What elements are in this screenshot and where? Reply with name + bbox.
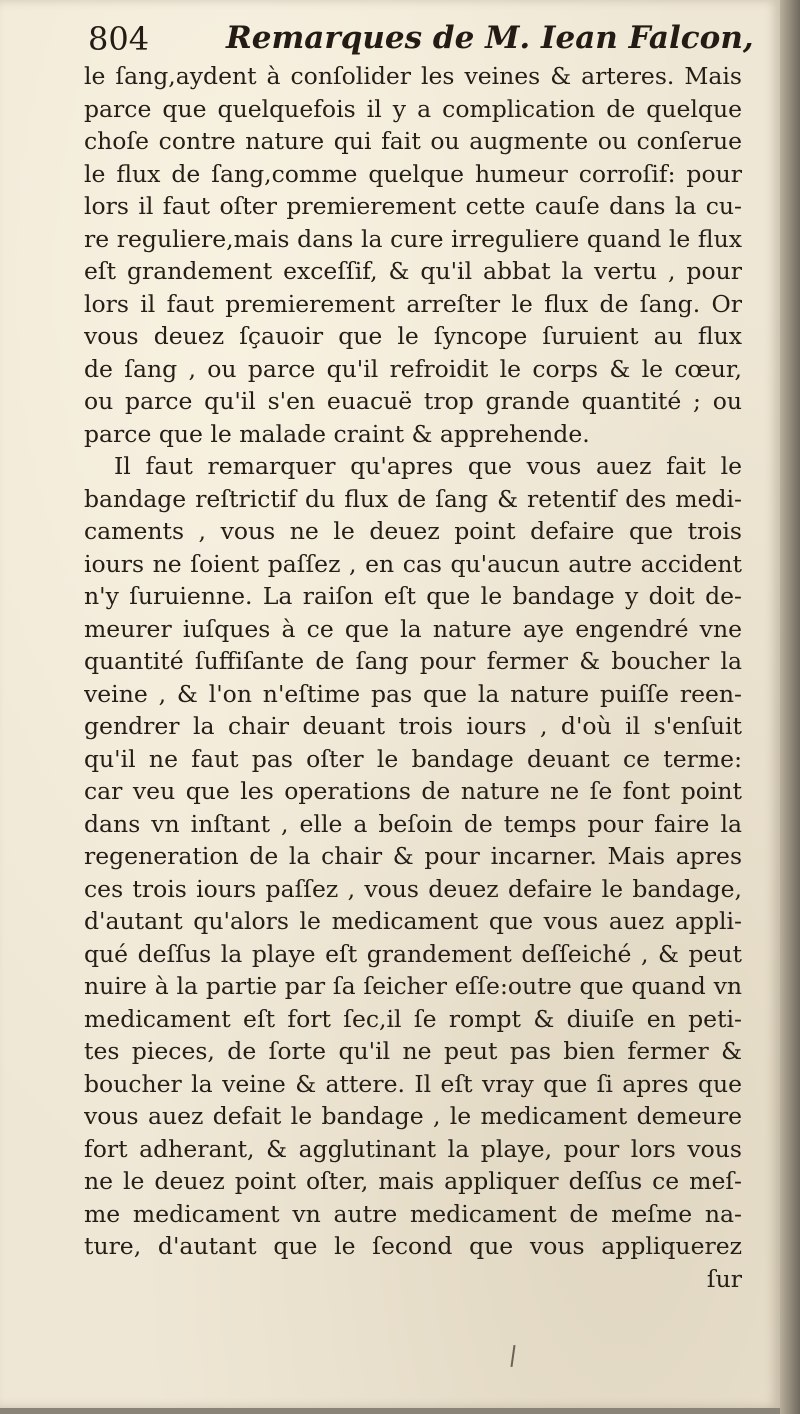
text-line: eſt grandement exceſſif, & qu'il abbat la vertu , pour [84, 257, 742, 285]
text-line: parce que quelquefois il y a complication de quelque [84, 94, 742, 123]
text-line: iours ne ſoient paſſez , en cas qu'aucun autre accident [84, 549, 742, 578]
text-line: nuire à la partie par ſa ſeicher eſſe:outre que quand vn [84, 972, 742, 1000]
text-line: fort adherant, & agglutinant la playe, pour lors vous [84, 1134, 742, 1163]
text-line: qu'il ne faut pas oſter le bandage deuant ce terme: [84, 744, 742, 773]
text-line: le ſang,aydent à conſolider les veines & arteres. Mais [84, 62, 742, 90]
text-line: gendrer la chair deuant trois iours , d'où il s'enſuit [84, 712, 742, 740]
text-line: meurer iuſques à ce que la nature aye engendré vne [84, 614, 742, 643]
text-line: le flux de ſang,comme quelque humeur corroſif: pour [84, 159, 742, 188]
running-title: Remarques de M. Iean Falcon, [226, 20, 754, 56]
text-line: me medicament vn autre medicament de meſme na- [84, 1199, 742, 1228]
text-line: car veu que les operations de nature ne ſe font point [84, 777, 742, 805]
text-line: veine , & l'on n'eſtime pas que la nature puiſſe reen- [84, 679, 742, 708]
text-line: lors il faut oſter premierement cette cauſe dans la cu- [84, 192, 742, 220]
page-number: 804 [88, 20, 150, 58]
text-line: quantité ſuffiſante de ſang pour fermer & boucher la [84, 647, 742, 675]
text-line: ne le deuez point oſter, mais appliquer deſſus ce meſ- [84, 1167, 742, 1195]
paragraph-start-line: Il faut remarquer qu'apres que vous auez fait le [114, 452, 742, 480]
text-line: bandage reſtrictif du flux de ſang & retentif des medi- [84, 484, 742, 513]
text-line: choſe contre nature qui fait ou augmente ou conſerue [84, 127, 742, 155]
text-line: re reguliere,mais dans la cure irreguliere quand le flux [84, 224, 742, 253]
text-line: qué deſſus la playe eſt grandement deſſeiché , & peut [84, 939, 742, 968]
text-line: n'y ſuruienne. La raiſon eſt que le bandage y doit de- [84, 582, 742, 610]
text-line: vous auez defait le bandage , le medicament demeure [84, 1102, 742, 1130]
body-text [84, 60, 742, 1295]
text-line: ces trois iours paſſez , vous deuez defaire le bandage, [84, 874, 742, 903]
text-line: ture, d'autant que le ſecond que vous appliquerez [84, 1232, 742, 1260]
text-line: dans vn inſtant , elle a beſoin de temps pour faire la [84, 809, 742, 838]
text-line: regeneration de la chair & pour incarner. Mais apres [84, 842, 742, 870]
page-edge [780, 0, 800, 1414]
text-line: tes pieces, de ſorte qu'il ne peut pas bien fermer & [84, 1037, 742, 1065]
text-line: medicament eſt fort ſec,il ſe rompt & diuiſe en peti- [84, 1004, 742, 1033]
ink-mark [510, 1345, 515, 1367]
catchword: ſur [706, 1264, 742, 1293]
text-line: de ſang , ou parce qu'il refroidit le corps & le cœur, [84, 354, 742, 383]
text-line: lors il faut premierement arreſter le flux de ſang. Or [84, 289, 742, 318]
text-line: boucher la veine & attere. Il eſt vray que ſi apres que [84, 1069, 742, 1098]
text-line: d'autant qu'alors le medicament que vous auez appli- [84, 907, 742, 935]
text-line: vous deuez ſçauoir que le ſyncope ſuruient au flux [84, 322, 742, 350]
text-line: ou parce qu'il s'en euacuë trop grande quantité ; ou [84, 387, 742, 415]
text-line: parce que le malade craint & apprehende. [84, 419, 590, 448]
text-line: caments , vous ne le deuez point defaire que trois [84, 517, 742, 545]
